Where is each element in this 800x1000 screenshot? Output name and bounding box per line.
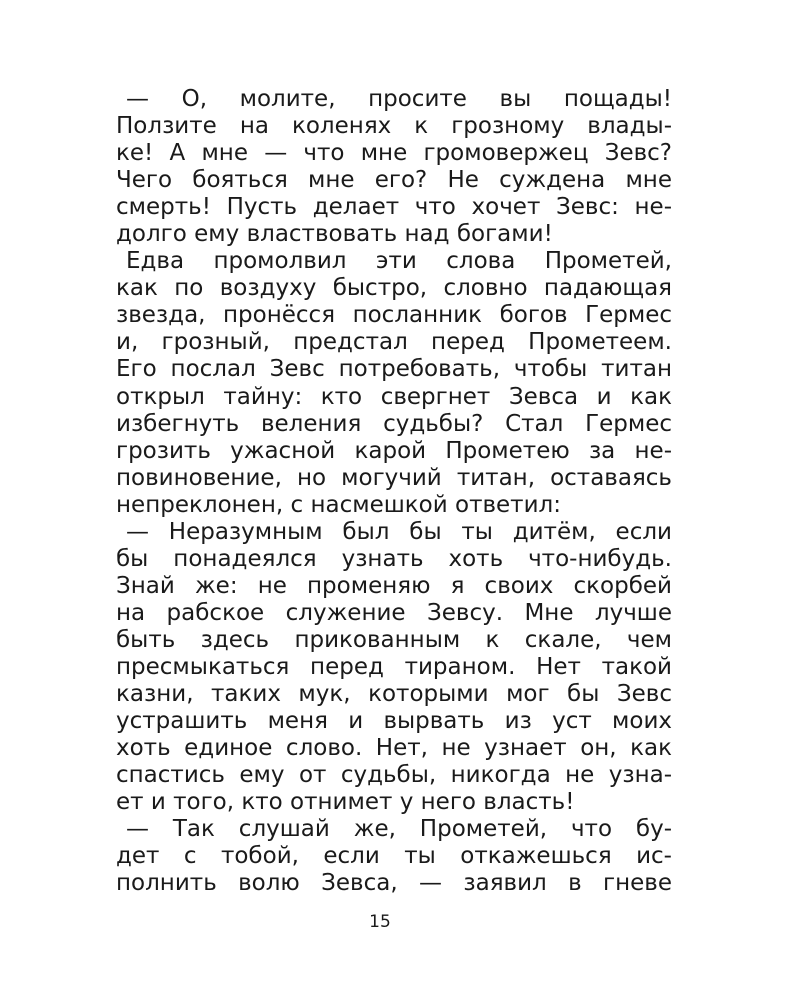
- text-line: на рабское служение Зевсу. Мне лучше: [116, 599, 672, 626]
- text-line: открыл тайну: кто свергнет Зевса и как: [116, 383, 672, 410]
- text-line: Знай же: не променяю я своих скорбей: [116, 572, 672, 599]
- page-number: 15: [369, 912, 391, 932]
- text-line: полнить волю Зевса, — заявил в гневе: [116, 870, 672, 897]
- text-line: долго ему властвовать над богами!: [116, 221, 553, 248]
- page-text: [116, 86, 672, 897]
- text-line: и, грозный, предстал перед Прометеем.: [116, 329, 672, 356]
- text-line: как по воздуху быстро, словно падающая: [116, 275, 672, 302]
- text-line: — Неразумным был бы ты дитём, если: [126, 518, 672, 545]
- text-line: повиновение, но могучий титан, оставаясь: [116, 464, 672, 491]
- text-line: спастись ему от судьбы, никогда не узна-: [116, 762, 672, 789]
- text-line: избегнуть веления судьбы? Стал Гермес: [116, 410, 672, 437]
- text-line: — Так слушай же, Прометей, что бу-: [126, 816, 672, 843]
- text-line: пресмыкаться перед тираном. Нет такой: [116, 653, 672, 680]
- text-line: Едва промолвил эти слова Прометей,: [126, 248, 672, 275]
- text-line: Его послал Зевс потребовать, чтобы титан: [116, 356, 672, 383]
- text-line: дет с тобой, если ты откажешься ис-: [116, 843, 672, 870]
- text-line: хоть единое слово. Нет, не узнает он, как: [116, 735, 672, 762]
- text-line: ке! А мне — что мне громовержец Зевс?: [116, 140, 672, 167]
- text-line: звезда, пронёсся посланник богов Гермес: [116, 302, 672, 329]
- text-line: непреклонен, с насмешкой ответил:: [116, 491, 561, 518]
- text-line: Ползите на коленях к грозному влады-: [116, 113, 672, 140]
- text-line: казни, таких мук, которыми мог бы Зевс: [116, 681, 672, 708]
- text-line: — О, молите, просите вы пощады!: [126, 86, 672, 112]
- text-line: устрашить меня и вырвать из уст моих: [116, 708, 672, 735]
- text-line: быть здесь прикованным к скале, чем: [116, 626, 672, 653]
- text-line: ет и того, кто отнимет у него власть!: [116, 789, 575, 816]
- text-line: бы понадеялся узнать хоть что-нибудь.: [116, 545, 672, 572]
- text-line: смерть! Пусть делает что хочет Зевс: не-: [116, 194, 672, 221]
- text-line: грозить ужасной карой Прометею за не-: [116, 437, 672, 464]
- text-line: Чего бояться мне его? Не суждена мне: [116, 167, 672, 194]
